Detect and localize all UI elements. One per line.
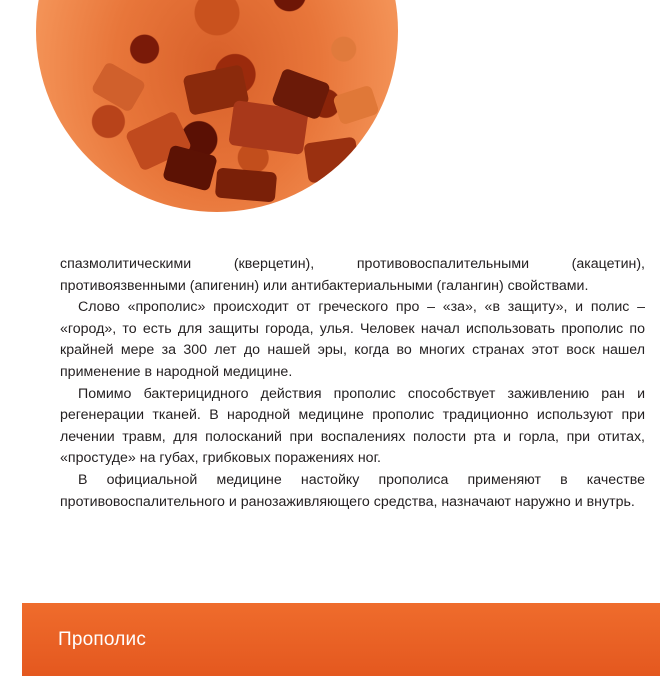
paragraph: Слово «прополис» происходит от греческого про – «за», «в защиту», и полис – «город», то есть для защиты города, улья. Человек начал использовать прополис по крайней мере за 300 лет до нашей эры, когда во многих странах этот воск нашел применение в народной медицине.: [60, 299, 645, 380]
article-text: [60, 254, 645, 513]
paragraph: Помимо бактерицидного действия прополис способствует заживлению ран и регенерации тканей. В народной медицине прополис традиционно используют при лечении травм, для полосканий при воспалениях полости рта и горла, при отитах, «простуде» на губах, грибковых поражениях ног.: [60, 385, 645, 467]
footer-band: [22, 603, 660, 676]
paragraph: спазмолитическими (кверцетин), противовоспалительными (акацетин), противоязвенными (апигенин) или антибактериальными (галангин) свойствами.: [60, 256, 645, 294]
paragraph: В официальной медицине настойку прополиса применяют в качестве противовоспалительного и ранозаживляющего средства, назначают наружно и внутрь.: [60, 471, 645, 510]
propolis-photo: [36, 0, 398, 212]
section-title: Прополис: [58, 629, 147, 650]
